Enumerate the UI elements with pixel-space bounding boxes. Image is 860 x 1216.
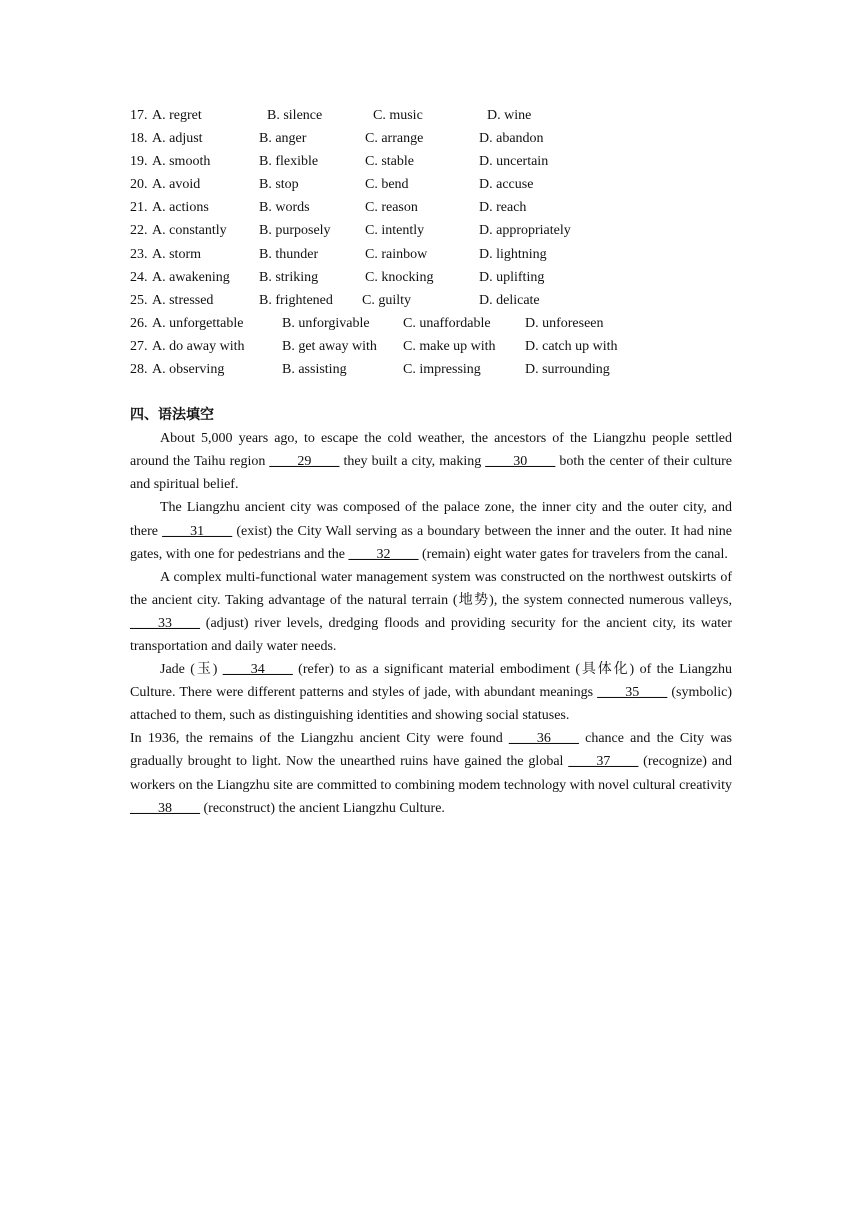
passage-text: (exist) the City Wall serving as a boundary between the inner and the outer. It had nine gates, with one for pedestrians and the [130, 523, 732, 562]
paragraph-4 [130, 658, 732, 727]
option-b: B. assisting [282, 362, 347, 378]
question-number: 17. [130, 108, 148, 123]
option-b: B. unforgivable [282, 315, 370, 331]
option-a: A. observing [152, 362, 225, 378]
passage-text: (symbolic) attached to them, such as distinguishing identities and showing social statuses. [130, 685, 732, 724]
passage-text: (recognize) and workers on the Liangzhu site are committed to combining modem technology with novel cultural creativity [130, 754, 733, 793]
choice-row-19 [130, 150, 732, 173]
blank-35: ____35____ [597, 685, 668, 701]
question-number: 18. [130, 131, 148, 147]
option-b: B. words [259, 200, 310, 216]
option-c: C. guilty [362, 292, 412, 308]
blank-37: ____37____ [568, 754, 639, 770]
question-number: 24. [130, 269, 148, 285]
option-a: A. do away with [152, 338, 245, 354]
blank-34: ____34____ [222, 662, 293, 678]
multiple-choice-options [130, 104, 732, 381]
choice-row-20 [130, 173, 732, 196]
question-number: 25. [130, 292, 148, 308]
blank-38: ____38____ [130, 800, 200, 816]
option-b: B. thunder [259, 246, 319, 262]
option-c: C. arrange [365, 131, 424, 147]
option-d: D. appropriately [479, 223, 571, 239]
option-b: B. stop [259, 177, 299, 193]
option-d: D. abandon [479, 131, 544, 147]
option-b: B. striking [259, 269, 319, 285]
option-a: A. awakening [152, 269, 230, 285]
question-number: 21. [130, 200, 148, 216]
option-a: A. constantly [152, 223, 227, 239]
option-a: A. adjust [152, 131, 203, 147]
choice-row-22 [130, 219, 732, 242]
option-c: C. bend [365, 177, 409, 193]
option-d: D. delicate [479, 292, 540, 308]
passage-text: (reconstruct) the ancient Liangzhu Culture. [200, 800, 445, 816]
passage-text: (adjust) river levels, dredging floods and providing security for the ancient city, its water transportation and daily water needs. [130, 615, 732, 654]
section-title: 四、语法填空 [130, 407, 214, 424]
worksheet-page [130, 104, 732, 820]
paragraph-1 [130, 427, 732, 496]
question-number: 22. [130, 223, 148, 239]
passage-text: both the center of their culture and spiritual belief. [130, 454, 732, 493]
question-number: 20. [130, 177, 148, 193]
option-a: A. smooth [152, 154, 211, 170]
option-c: C. intently [365, 223, 425, 239]
blank-32: ____32____ [348, 546, 419, 562]
option-b: B. get away with [282, 338, 377, 354]
option-c: C. make up with [403, 338, 496, 354]
passage-text: (refer) to as a significant material embodiment (具体化) of the Liangzhu Culture. There were different patterns and styles of jade, with abundant meanings [130, 662, 732, 701]
option-c: C. rainbow [365, 246, 428, 262]
passage-text: Jade (玉) [160, 662, 223, 678]
option-d: D. unforeseen [525, 315, 604, 331]
question-number: 19. [130, 154, 148, 170]
paragraph-5 [130, 727, 732, 819]
paragraph-3 [130, 566, 732, 658]
option-d: D. catch up with [525, 338, 618, 354]
passage-text: In 1936, the remains of the Liangzhu ancient City were found [130, 731, 509, 747]
choice-row-25 [130, 289, 732, 312]
option-d: D. surrounding [525, 362, 610, 378]
blank-36: ____36____ [508, 731, 579, 747]
option-b: B. silence [267, 108, 323, 123]
choice-row-23 [130, 243, 732, 266]
option-b: B. anger [259, 131, 307, 147]
option-b: B. frightened [259, 292, 333, 308]
option-d: D. reach [479, 200, 527, 216]
blank-31: ____31____ [162, 523, 233, 539]
paragraph-2 [130, 496, 732, 565]
blank-30: ____30____ [485, 454, 556, 470]
choice-row-21 [130, 196, 732, 219]
option-c: C. impressing [403, 362, 481, 378]
question-number: 23. [130, 246, 148, 262]
option-c: C. stable [365, 154, 414, 170]
option-d: D. uplifting [479, 269, 545, 285]
passage-text: A complex multi-functional water management system was constructed on the northwest outskirts of the ancient city. Taking advantage of the natural terrain (地势), the system connected numerous valleys, [130, 569, 732, 608]
question-number: 28. [130, 362, 148, 378]
choice-row-28 [130, 358, 732, 381]
option-b: B. purposely [259, 223, 331, 239]
option-b: B. flexible [259, 154, 319, 170]
option-c: C. reason [365, 200, 418, 216]
choice-row-18 [130, 127, 732, 150]
option-d: D. lightning [479, 246, 547, 262]
option-a: A. avoid [152, 177, 201, 193]
option-d: D. uncertain [479, 154, 549, 170]
choice-row-26 [130, 312, 732, 335]
passage-text: chance and the City was gradually brought to light. Now the unearthed ruins have gained the global [130, 731, 733, 770]
grammar-passage [130, 427, 732, 820]
option-d: D. accuse [479, 177, 534, 193]
option-c: C. knocking [365, 269, 434, 285]
choice-row-17 [130, 104, 732, 127]
choice-row-24 [130, 266, 732, 289]
passage-text: they built a city, making [339, 454, 486, 470]
option-a: A. regret [152, 108, 202, 123]
option-d: D. wine [487, 108, 532, 123]
option-c: C. music [373, 108, 423, 123]
blank-33: ____33____ [130, 615, 200, 631]
blank-29: ____29____ [269, 454, 340, 470]
option-a: A. storm [152, 246, 201, 262]
choice-row-27 [130, 335, 732, 358]
option-a: A. stressed [152, 292, 214, 308]
option-c: C. unaffordable [403, 315, 491, 331]
passage-text: The Liangzhu ancient city was composed of the palace zone, the inner city and the outer city, and there [130, 500, 732, 539]
option-a: A. unforgettable [152, 315, 244, 331]
question-number: 27. [130, 338, 148, 354]
question-number: 26. [130, 315, 148, 331]
option-a: A. actions [152, 200, 209, 216]
passage-text: About 5,000 years ago, to escape the cold weather, the ancestors of the Liangzhu people settled around the Taihu region [130, 431, 732, 470]
passage-text: (remain) eight water gates for travelers from the canal. [418, 546, 728, 562]
